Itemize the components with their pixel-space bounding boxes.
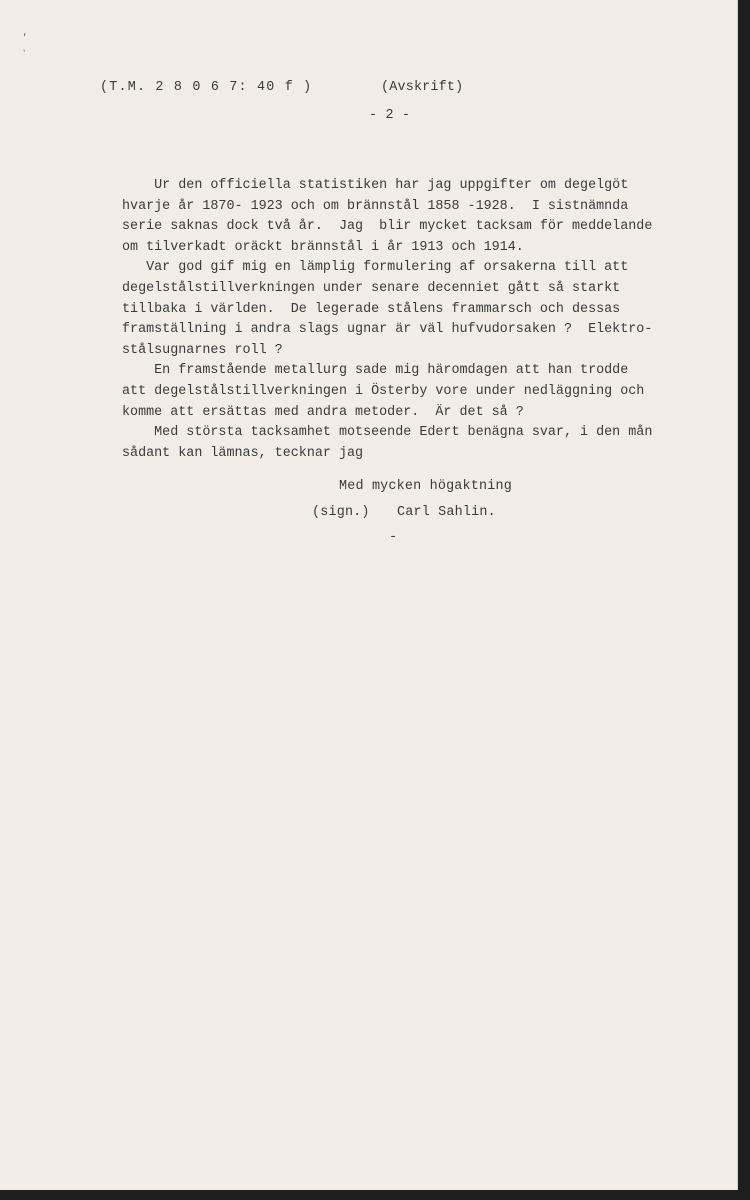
body-line: sådant kan lämnas, tecknar jag — [122, 445, 364, 461]
body-line: framställning i andra slags ugnar är väl hufvudorsaken ? Elektro- — [122, 322, 653, 338]
end-dash: - — [389, 530, 398, 545]
body-line: om tilverkadt oräckt brännstål i år 1913 och 1914. — [122, 239, 524, 255]
signature-prefix: (sign.) — [312, 505, 370, 520]
body-line: hvarje år 1870- 1923 och om brännstål 1858 -1928. I sistnämnda — [122, 198, 629, 214]
body-line: stålsugnarnes roll ? — [122, 342, 283, 358]
margin-mark: , — [22, 28, 28, 38]
scan-border-bottom — [0, 1190, 750, 1200]
scan-border-right — [738, 0, 750, 1200]
body-line: degelstålstillverkningen under senare decenniet gått så starkt — [122, 280, 621, 296]
signature-name: Carl Sahlin. — [397, 505, 496, 520]
body-line: tillbaka i världen. De legerade stålens frammarsch och dessas — [122, 301, 621, 317]
letter-body — [122, 176, 702, 464]
body-line: En framstående metallurg sade mig häromdagen att han trodde — [122, 363, 629, 379]
body-line: Med största tacksamhet motseende Edert benägna svar, i den mån — [122, 425, 653, 441]
body-line: Var god gif mig en lämplig formulering af orsakerna till att — [122, 260, 629, 276]
body-line: komme att ersättas med andra metoder. Är det så ? — [122, 404, 524, 420]
page-number: - 2 - — [369, 108, 411, 123]
body-line: Ur den officiella statistiken har jag uppgifter om degelgöt — [122, 178, 629, 193]
closing-salutation: Med mycken högaktning — [339, 479, 512, 494]
body-line: serie saknas dock två år. Jag blir mycket tacksam för meddelande — [122, 219, 653, 235]
body-line: att degelstålstillverkningen i Österby vore under nedläggning och — [122, 383, 645, 399]
document-reference: (T.M. 2 8 0 6 7: 40 f ) — [100, 80, 313, 95]
copy-label: (Avskrift) — [381, 80, 464, 95]
margin-mark: ` — [22, 50, 28, 60]
